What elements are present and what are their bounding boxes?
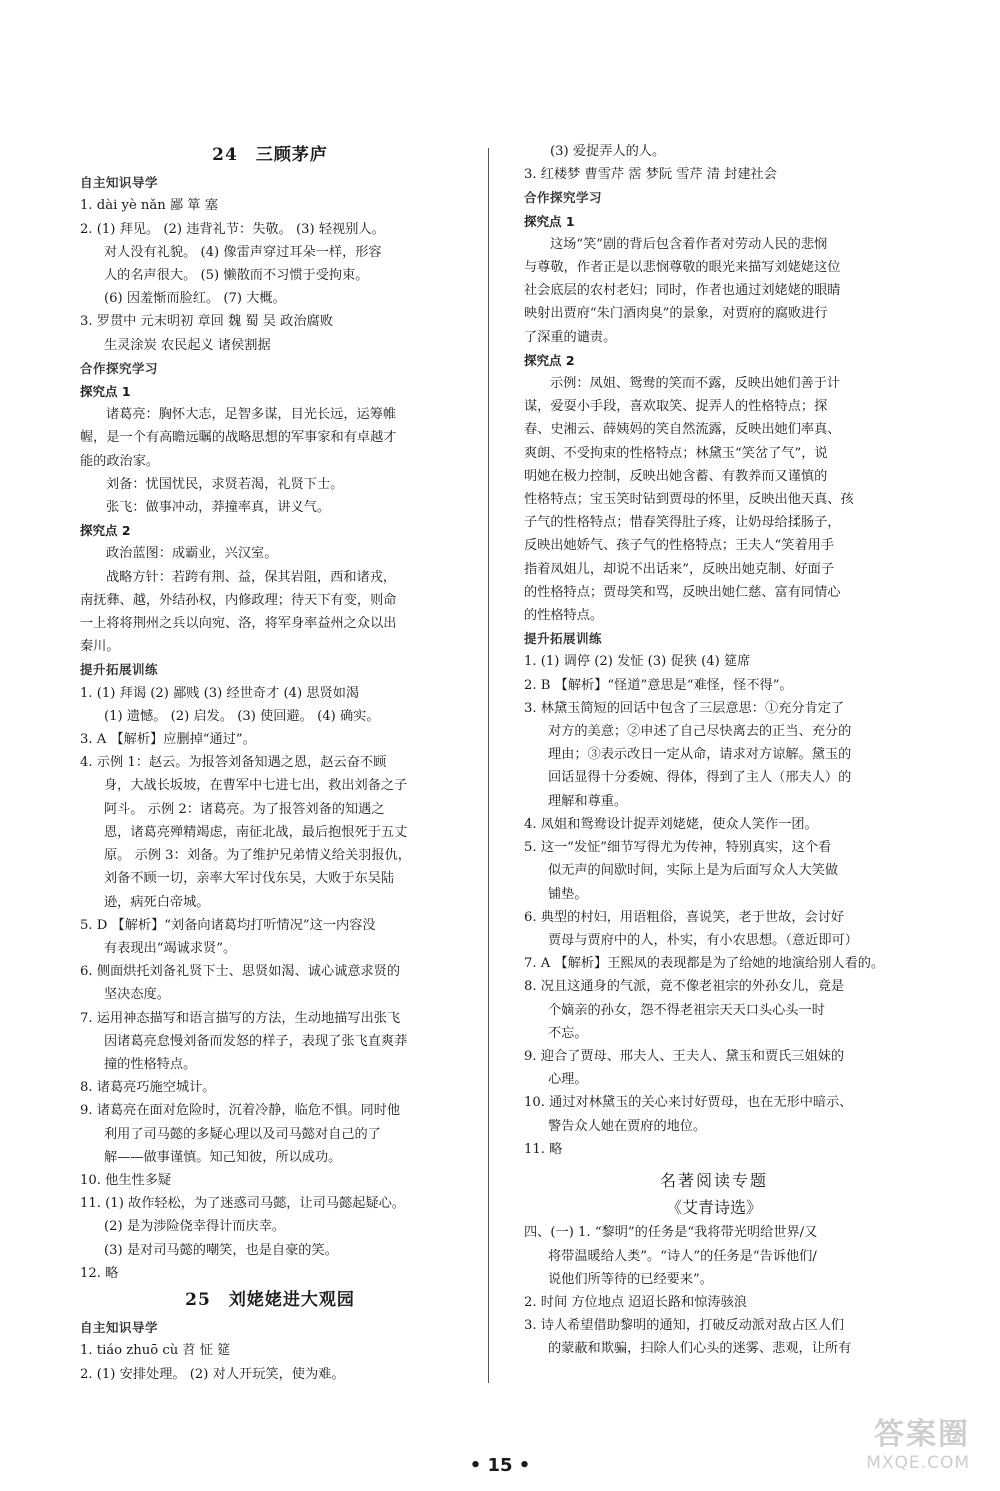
answer-continuation: 贾母与贾府中的人，朴实，有小农思想。（意近即可） xyxy=(548,932,858,948)
section-heading: 提升拓展训练 xyxy=(80,662,159,678)
answer-line: 3. 红楼梦 曹雪芹 霑 梦阮 雪芹 清 封建社会 xyxy=(524,167,777,183)
topic-title: 名著阅读专题 xyxy=(659,1170,768,1190)
answer-continuation: 身，大战长坂坡，在曹军中七进七出，救出刘备之子 xyxy=(104,778,408,794)
paragraph-line: 诸葛亮：胸怀大志，足智多谋，目光长远，运筹帷 xyxy=(106,407,397,423)
answer-line: 四、(一) 1. “黎明”的任务是“我将带光明给世界/又 xyxy=(524,1225,818,1241)
answer-line: 指着凤姐儿，却说不出话来”，反映出她克制、好面子 xyxy=(524,561,835,577)
answer-continuation: 理由；③表示改日一定从命，请求对方谅解。黛玉的 xyxy=(548,747,852,763)
paragraph-line: 张飞：做事冲动，莽撞率真，讲义气。 xyxy=(106,500,331,516)
answer-line: 6. 侧面烘托刘备礼贤下士、思贤如渴、诚心诚意求贤的 xyxy=(80,964,401,980)
answer-continuation: (6) 因羞惭而脸红。 (7) 大概。 xyxy=(104,291,286,307)
answer-line: 的性格特点。 xyxy=(524,608,604,624)
answer-line: 性格特点；宝玉笑时钻到贾母的怀里，反映出他天真、孩 xyxy=(524,492,854,508)
answer-line: 10. 他生性多疑 xyxy=(80,1172,172,1188)
answer-line: 3. A 【解析】应删掉“通过”。 xyxy=(80,732,256,748)
answer-line: 春、史湘云、薛姨妈的笑自然流露，反映出她们率真、 xyxy=(524,422,841,438)
page-number: • 15 • xyxy=(469,1455,531,1476)
inquiry-point-heading: 探究点 2 xyxy=(80,523,131,539)
answer-line: 7. A 【解析】王熙凤的表现都是为了给她的地演给别人看的。 xyxy=(524,956,885,972)
watermark-logo xyxy=(866,1409,970,1473)
lesson-title: 24 三顾茅庐 xyxy=(212,145,328,165)
answer-continuation: 阿斗。 示例 2：诸葛亮。为了报答刘备的知遇之 xyxy=(104,801,385,817)
answer-continuation: 个嫡亲的孙女，怨不得老祖宗天天口头心头一时 xyxy=(548,1002,825,1018)
answer-line: 9. 诸葛亮在面对危险时，沉着冷静，临危不惧。同时他 xyxy=(80,1103,401,1119)
paragraph-line: 战略方针：若跨有荆、益，保其岩阻，西和诸戎， xyxy=(106,569,397,585)
answer-line: 3. 林黛玉简短的回话中包含了三层意思：①充分肯定了 xyxy=(524,700,845,716)
answer-continuation: 解——做事谨慎。知己知彼，所以成功。 xyxy=(104,1149,342,1165)
answer-continuation: 因诸葛亮怠慢刘备而发怒的样子，表现了张飞直爽莽 xyxy=(104,1033,408,1049)
answer-line: 10. 通过对林黛玉的关心来讨好贾母，也在无形中暗示、 xyxy=(524,1095,853,1111)
book-title: 《艾青诗选》 xyxy=(665,1198,762,1218)
column-divider xyxy=(488,148,489,1383)
answer-line: 4. 示例 1：赵云。为报答刘备知遇之恩，赵云奋不顾 xyxy=(80,755,387,771)
answer-line: 3. 罗贯中 元末明初 章回 魏 蜀 吴 政治腐败 xyxy=(80,314,333,330)
answer-line: 社会底层的农村老妇；同时，作者也通过刘姥姥的眼睛 xyxy=(524,283,841,299)
answer-line: 9. 迎合了贾母、邢夫人、王夫人、黛玉和贾氏三姐妹的 xyxy=(524,1048,845,1064)
answer-continuation: 心理。 xyxy=(548,1072,588,1088)
inquiry-point-heading: 探究点 1 xyxy=(524,213,575,229)
answer-continuation: 有表现出“竭诚求贤”。 xyxy=(104,940,237,956)
answer-continuation: 人的名声很大。 (5) 懒散而不习惯于受拘束。 xyxy=(104,268,369,284)
answer-line: 反映出她娇气、孩子气的性格特点；王夫人“笑着用手 xyxy=(524,538,835,554)
answer-line: 6. 典型的村妇，用语粗俗，喜说笑，老于世故，会讨好 xyxy=(524,909,845,925)
answer-line: 8. 诸葛亮巧施空城计。 xyxy=(80,1080,216,1096)
answer-continuation: 坚决态度。 xyxy=(104,987,170,1003)
answer-line: 2. (1) 拜见。 (2) 违背礼节：失敬。 (3) 轻视别人。 xyxy=(80,221,385,237)
answer-line: 谋，爱耍小手段，喜欢取笑、捉弄人的性格特点；探 xyxy=(524,399,828,415)
answer-line: 1. (1) 调停 (2) 发怔 (3) 促狭 (4) 筵席 xyxy=(524,654,751,670)
answer-continuation: 逊，病死白帝城。 xyxy=(104,894,210,910)
answer-line: 秦川。 xyxy=(80,639,120,655)
answer-line: 与尊敬，作者正是以悲悯尊敬的眼光来描写刘姥姥这位 xyxy=(524,260,841,276)
answer-line: 的性格特点；贾母笑和骂，反映出她仁慈、富有同情心 xyxy=(524,584,841,600)
answer-line: 映射出贾府“朱门酒肉臭”的景象，对贾府的腐败进行 xyxy=(524,306,828,322)
answer-line: 幄，是一个有高瞻远瞩的战略思想的军事家和有卓越才 xyxy=(80,430,397,446)
watermark-url: MXQE.COM xyxy=(866,1453,970,1473)
answer-line: 1. (1) 拜谒 (2) 鄙贱 (3) 经世奇才 (4) 思贤如渴 xyxy=(80,685,360,701)
answer-continuation: 的蒙蔽和欺骗，扫除人们心头的迷雾、悲观，让所有 xyxy=(548,1341,852,1357)
paragraph-line: 这场“笑”剧的背后包含着作者对劳动人民的悲悯 xyxy=(550,236,828,252)
answer-line: 一上将将荆州之兵以向宛、洛，将军身率益州之众以出 xyxy=(80,616,397,632)
answer-line: 12. 略 xyxy=(80,1265,119,1281)
answer-line: 1. dài yè nǎn 鄙 箪 塞 xyxy=(80,198,218,214)
answer-continuation: 撞的性格特点。 xyxy=(104,1056,197,1072)
section-heading: 自主知识导学 xyxy=(80,1320,159,1336)
answer-line: 爽朗、不受拘束的性格特点；林黛玉“笑岔了气”，说 xyxy=(524,445,828,461)
section-heading: 提升拓展训练 xyxy=(524,631,603,647)
answer-continuation: 恩，诸葛亮殚精竭虑，南征北战，最后抱恨死于五丈 xyxy=(104,824,408,840)
answer-continuation: 对方的美意；②申述了自己尽快离去的正当、充分的 xyxy=(548,724,852,740)
watermark-title: 答案圈 xyxy=(874,1417,970,1452)
answer-continuation: (3) 是对司马懿的嘲笑，也是自豪的笑。 xyxy=(104,1242,338,1258)
answer-line: 4. 凤姐和鸳鸯设计捉弄刘姥姥，使众人笑作一团。 xyxy=(524,816,818,832)
answer-continuation: 生灵涂炭 农民起义 诸侯割据 xyxy=(104,337,271,353)
inquiry-point-heading: 探究点 1 xyxy=(80,384,131,400)
answer-continuation: 原。 示例 3：刘备。为了维护兄弟情义给关羽报仇， xyxy=(104,848,411,864)
answer-continuation: 对人没有礼貌。 (4) 像雷声穿过耳朵一样，形容 xyxy=(104,244,382,260)
lesson-title: 25 刘姥姥进大观园 xyxy=(185,1289,355,1310)
paragraph-line: 刘备：忧国忧民，求贤若渴，礼贤下士。 xyxy=(106,476,344,492)
answer-line: 3. 诗人希望借助黎明的通知，打破反动派对敌占区人们 xyxy=(524,1318,845,1334)
answer-continuation: 不忘。 xyxy=(548,1025,588,1041)
answer-line: 1. tiáo zhuō cù 苕 怔 筵 xyxy=(80,1343,231,1359)
answer-continuation: 警告众人她在贾府的地位。 xyxy=(548,1118,707,1134)
inquiry-point-heading: 探究点 2 xyxy=(524,352,575,368)
answer-continuation: 刘备不顾一切，亲率大军讨伐东吴，大败于东吴陆 xyxy=(104,871,395,887)
answer-continuation: 理解和尊重。 xyxy=(548,793,628,809)
answer-continuation: 利用了司马懿的多疑心理以及司马懿对自己的了 xyxy=(104,1126,381,1142)
answer-line: 了深重的谴责。 xyxy=(524,329,617,345)
answer-line: 5. 这一“发怔”细节写得尤为传神，特别真实，这个看 xyxy=(524,840,832,856)
answer-continuation: 说他们所等待的已经要来”。 xyxy=(548,1271,713,1287)
answer-line: 7. 运用神态描写和语言描写的方法，生动地描写出张飞 xyxy=(80,1010,401,1026)
answer-line: 南抚彝、越，外结孙权，内修政理；待天下有变，则命 xyxy=(80,592,397,608)
answer-line: 明她在极力控制，反映出她含蓄、有教养而又谨慎的 xyxy=(524,468,828,484)
answer-continuation: 回话显得十分委婉、得体，得到了主人（邢夫人）的 xyxy=(548,770,852,786)
answer-line: 2. (1) 安排处理。 (2) 对人开玩笑，使为难。 xyxy=(80,1366,345,1382)
section-heading: 合作探究学习 xyxy=(80,360,159,376)
paragraph-line: 政治蓝图：成霸业，兴汉室。 xyxy=(106,546,278,562)
answer-continuation: (2) 是为涉险侥幸得计而庆幸。 xyxy=(104,1219,286,1235)
right-column xyxy=(524,140,904,1361)
answer-line: 11. 略 xyxy=(524,1141,563,1157)
answer-continuation: (1) 遗憾。 (2) 启发。 (3) 使回避。 (4) 确实。 xyxy=(104,708,380,724)
answer-continuation: (3) 爱捉弄人的人。 xyxy=(550,144,666,159)
answer-line: 能的政治家。 xyxy=(80,453,160,469)
answer-line: 2. B 【解析】“怪道”意思是“难怪，怪不得”。 xyxy=(524,677,793,693)
answer-continuation: 铺垫。 xyxy=(548,886,588,902)
answer-line: 2. 时间 方位地点 迢迢长路和惊涛骇浪 xyxy=(524,1294,747,1310)
paragraph-line: 示例：凤姐、鸳鸯的笑而不露，反映出她们善于计 xyxy=(550,376,841,392)
answer-line: 5. D 【解析】“刘备向诸葛均打听情况”这一内容没 xyxy=(80,917,376,933)
answer-line: 8. 况且这通身的气派，竟不像老祖宗的外孙女儿，竟是 xyxy=(524,979,845,995)
answer-line: 11. (1) 故作轻松，为了迷惑司马懿，让司马懿起疑心。 xyxy=(80,1196,405,1212)
section-heading: 自主知识导学 xyxy=(80,175,159,191)
section-heading: 合作探究学习 xyxy=(524,190,603,206)
answer-continuation: 将带温暖给人类”。“诗人”的任务是“告诉他们/ xyxy=(548,1248,817,1264)
answer-continuation: 似无声的间歇时间，实际上是为后面写众人大笑做 xyxy=(548,863,839,879)
answer-line: 子气的性格特点；惜春笑得肚子疼，让奶母给揉肠子， xyxy=(524,515,841,531)
left-column xyxy=(80,140,460,1386)
